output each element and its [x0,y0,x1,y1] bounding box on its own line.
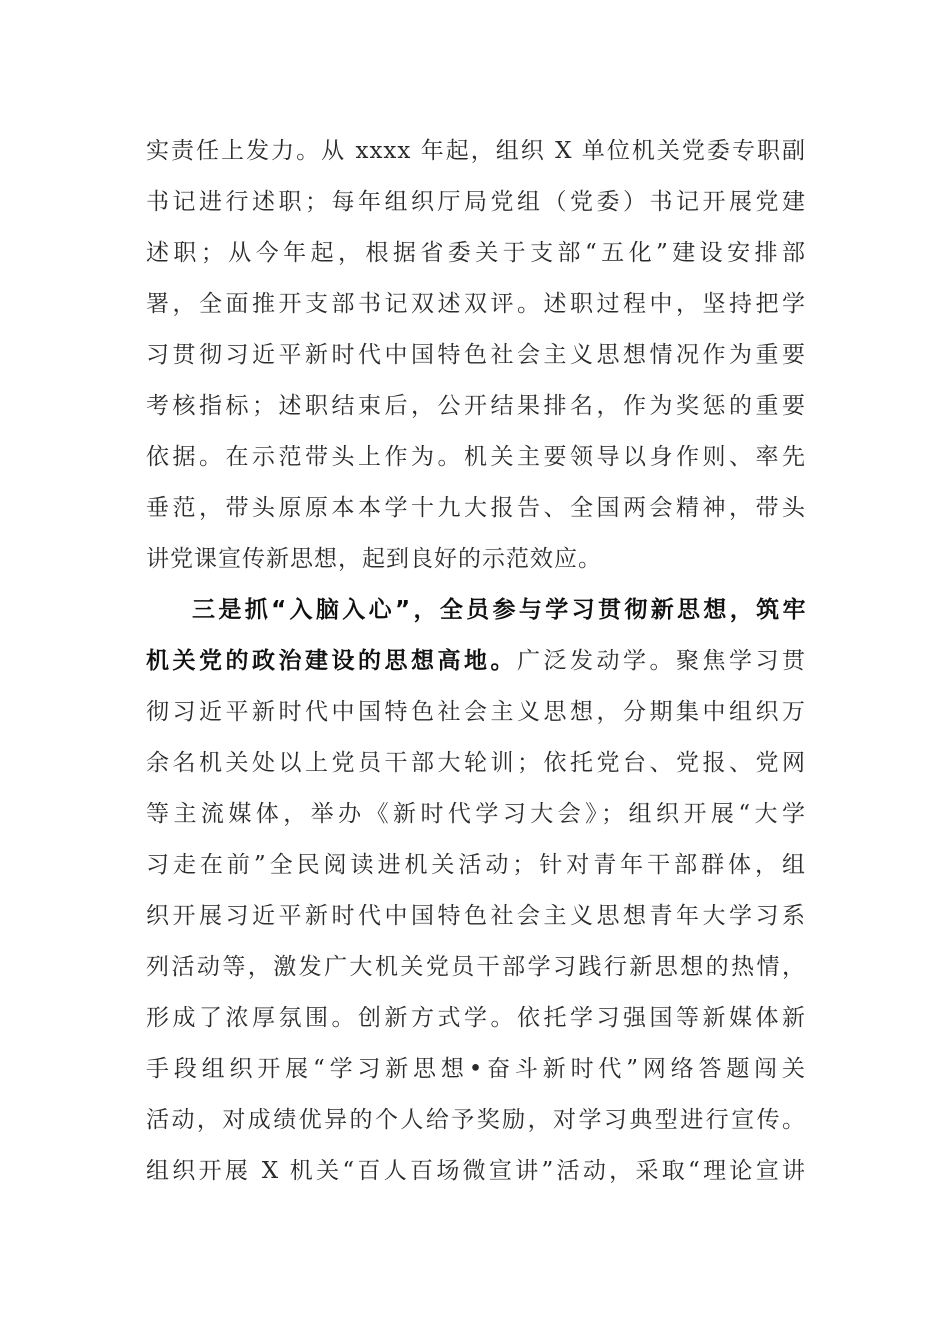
text-line: 依据。在示范带头上作为。机关主要领导以身作则、率先 [146,444,806,470]
text-line: 实责任上发力。从 xxxx 年起，组织 X 单位机关党委专职副 [146,138,806,164]
text-line: 形成了浓厚氛围。创新方式学。依托学习强国等新媒体新 [146,1005,806,1031]
text-line: 习贯彻习近平新时代中国特色社会主义思想情况作为重要 [146,342,806,368]
text-line: 署，全面推开支部书记双述双评。述职过程中，坚持把学 [146,291,806,317]
text-line: 彻习近平新时代中国特色社会主义思想，分期集中组织万 [146,699,806,725]
paragraph-text: 广泛发动学。聚焦学习贯 [517,648,806,674]
text-line: 手段组织开展“学习新思想•奋斗新时代”网络答题闯关 [146,1056,806,1082]
text-line: 垂范，带头原原本本学十九大报告、全国两会精神，带头 [146,495,806,521]
section-heading-end: 机关党的政治建设的思想高地。 [146,648,517,674]
paragraph-2 [146,585,806,1197]
text-line: 余名机关处以上党员干部大轮训；依托党台、党报、党网 [146,750,806,776]
text-line: 等主流媒体，举办《新时代学习大会》；组织开展“大学 [146,801,806,827]
text-line: 讲党课宣传新思想，起到良好的示范效应。 [146,546,602,572]
text-line: 活动，对成绩优异的个人给予奖励，对学习典型进行宣传。 [146,1107,806,1133]
text-line: 考核指标；述职结束后，公开结果排名，作为奖惩的重要 [146,393,806,419]
text-line: 列活动等，激发广大机关党员干部学习践行新思想的热情， [146,954,806,980]
heading-continuation-line [146,636,806,687]
text-line: 述职；从今年起，根据省委关于支部“五化”建设安排部 [146,240,806,266]
text-line: 书记进行述职；每年组织厅局党组（党委）书记开展党建 [146,189,806,215]
text-line: 组织开展 X 机关“百人百场微宣讲”活动，采取“理论宣讲 [146,1158,806,1184]
section-heading-line: 三是抓“入脑入心”，全员参与学习贯彻新思想，筑牢 [192,597,806,623]
text-line: 习走在前”全民阅读进机关活动；针对青年干部群体，组 [146,852,806,878]
paragraph-1 [146,126,806,585]
document-body [146,126,806,1197]
text-line: 织开展习近平新时代中国特色社会主义思想青年大学习系 [146,903,806,929]
